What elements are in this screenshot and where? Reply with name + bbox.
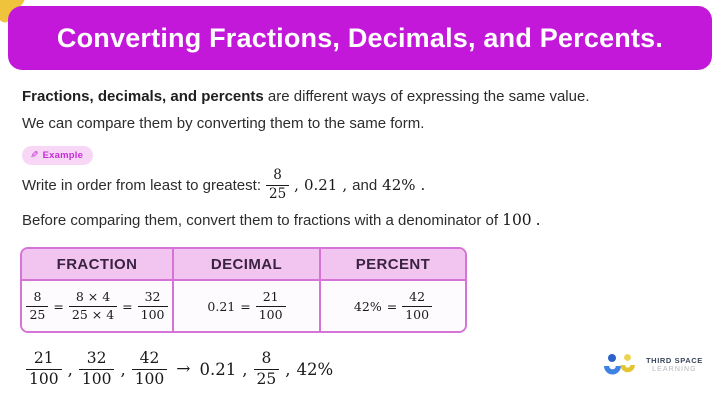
question-lead: Write in order from least to greatest:: [22, 176, 261, 194]
period: .: [535, 211, 541, 229]
comma: ,: [67, 359, 73, 379]
fraction-32-100: $\frac{32}{100}$: [79, 351, 115, 387]
instruction-lead: Before comparing them, convert them to fractions with a denominator of: [22, 212, 499, 229]
table-body-row: [22, 281, 465, 331]
logo-wordmark: [646, 356, 703, 374]
fraction-8-25: $\frac{8}{25}$: [254, 351, 280, 387]
page-title: Converting Fractions, Decimals, and Percents.: [56, 22, 664, 53]
equals-sign: =: [53, 298, 64, 314]
decimal-value: 0.21: [207, 298, 236, 314]
comma: ,: [120, 359, 126, 379]
equals-sign: =: [122, 298, 133, 314]
right-arrow-icon: →: [176, 359, 191, 379]
intro-line-1: [22, 88, 590, 105]
comma: ,: [242, 359, 248, 379]
equals-sign: =: [386, 298, 398, 314]
column-header-fraction: FRACTION: [22, 249, 174, 281]
fraction-8-25: $\frac{8}{25}$: [266, 169, 289, 201]
intro-line-2: We can compare them by converting them to the same form.: [22, 115, 425, 132]
intro-rest-text: are different ways of expressing the same value.: [263, 88, 590, 105]
fraction-8-25: $\frac{8}{25}$: [26, 291, 48, 321]
example-badge-label: Example: [42, 150, 84, 161]
fraction-21-100: $\frac{21}{100}$: [26, 351, 62, 387]
fraction-32-100: $\frac{32}{100}$: [138, 291, 168, 321]
comma: ,: [285, 359, 291, 379]
ordered-answer-line: [26, 342, 333, 396]
fraction-42-100: $\frac{42}{100}$: [132, 351, 168, 387]
percent-cell: [321, 281, 465, 331]
fraction-cell: [22, 281, 174, 331]
comma: ,: [294, 176, 299, 194]
conversion-table: [20, 247, 467, 333]
example-badge: [22, 146, 93, 165]
fraction-42-100: $\frac{42}{100}$: [402, 291, 432, 321]
fraction-8x4-25x4: $\frac{8 \times 4}{25 \times 4}$: [69, 291, 117, 321]
title-bar: [8, 6, 712, 70]
third-space-learning-logo: [603, 352, 703, 379]
decimal-value: 0.21: [303, 176, 338, 194]
two-people-logo-icon: [603, 352, 639, 379]
equals-sign: =: [240, 298, 251, 314]
question-line: [22, 165, 425, 205]
logo-line-1: THIRD SPACE: [646, 356, 703, 366]
pencil-icon: ✎: [30, 150, 39, 161]
column-header-decimal: DECIMAL: [174, 249, 321, 281]
and-word: and: [352, 176, 378, 194]
number-100: 100: [502, 211, 532, 229]
percent-value: 42%: [296, 359, 334, 379]
percent-value: 42%: [353, 298, 382, 314]
fraction-21-100: $\frac{21}{100}$: [256, 291, 286, 321]
column-header-percent: PERCENT: [321, 249, 465, 281]
table-header-row: [22, 249, 465, 281]
period: .: [420, 176, 426, 194]
instruction-line: [22, 211, 541, 229]
percent-value: 42%: [382, 176, 416, 194]
logo-line-2: LEARNING: [652, 365, 697, 373]
decimal-cell: [174, 281, 321, 331]
decimal-value: 0.21: [199, 359, 237, 379]
intro-bold-text: Fractions, decimals, and percents: [22, 88, 264, 105]
comma: ,: [342, 176, 348, 194]
